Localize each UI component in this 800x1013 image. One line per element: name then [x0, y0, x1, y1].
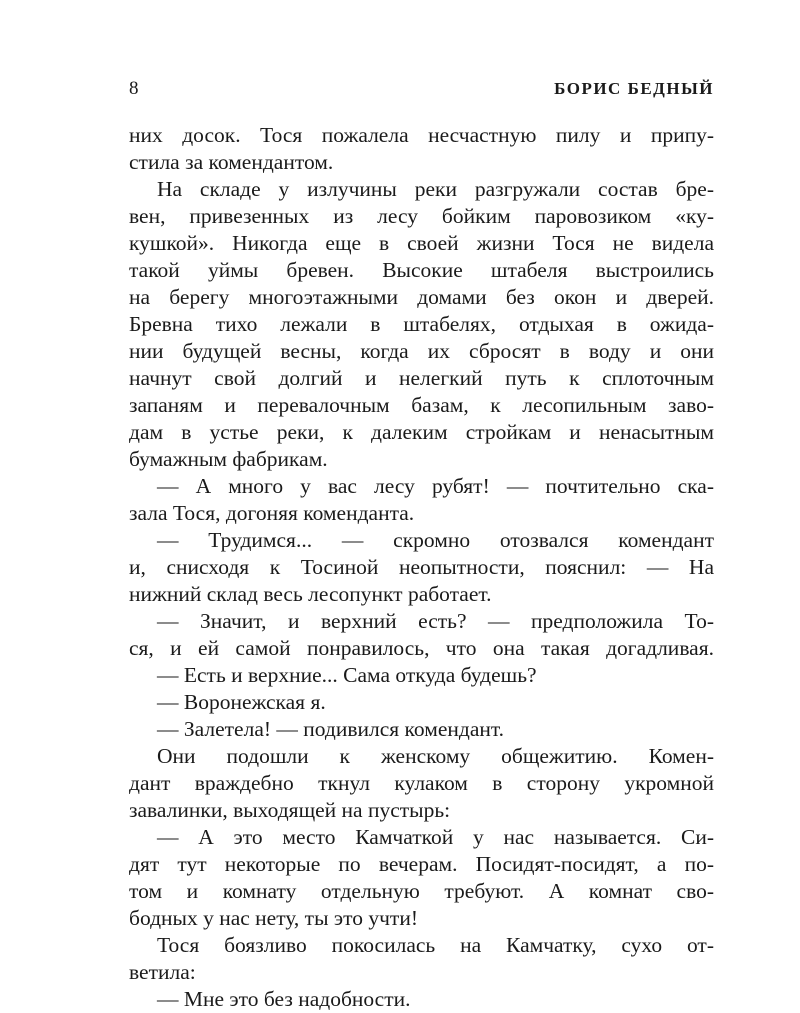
text-line: них досок. Тося пожалела несчастную пилу и припу-	[129, 123, 714, 147]
text-line: — Значит, и верхний есть? — предположила То-	[157, 609, 714, 633]
text-line: такой уймы бревен. Высокие штабеля выстроились	[129, 258, 714, 282]
text-line: — Есть и верхние... Сама откуда будешь?	[157, 663, 537, 687]
text-line: — А много у вас лесу рубят! — почтительно ска-	[157, 474, 714, 498]
text-line: стила за комендантом.	[129, 150, 334, 174]
text-line: — Мне это без надобности.	[157, 987, 411, 1011]
text-line: Бревна тихо лежали в штабелях, отдыхая в ожида-	[129, 312, 714, 336]
text-line: кушкой». Никогда еще в своей жизни Тося не видела	[129, 231, 714, 255]
text-line: На складе у излучины реки разгружали состав бре-	[157, 177, 714, 201]
text-line: дят тут некоторые по вечерам. Посидят-посидят, а по-	[129, 852, 714, 876]
text-line: на берегу многоэтажными домами без окон и дверей.	[129, 285, 714, 309]
text-line: том и комнату отдельную требуют. А комнат сво-	[129, 879, 714, 903]
text-line: зала Тося, догоняя коменданта.	[129, 501, 415, 525]
text-line: вен, привезенных из лесу бойким паровозиком «ку-	[129, 204, 714, 228]
text-line: ся, и ей самой понравилось, что она такая догадливая.	[129, 636, 714, 660]
text-line: завалинки, выходящей на пустырь:	[129, 798, 451, 822]
text-line: ветила:	[129, 960, 196, 984]
page-header	[129, 76, 714, 102]
text-line: нижний склад весь лесопункт работает.	[129, 582, 492, 606]
text-line: дант враждебно ткнул кулаком в сторону укромной	[129, 771, 714, 795]
text-line: начнут свой долгий и нелегкий путь к сплоточным	[129, 366, 714, 390]
page-number: 8	[129, 78, 139, 99]
text-line: Тося боязливо покосилась на Камчатку, сухо от-	[157, 933, 714, 957]
text-line: бодных у нас нету, ты это учти!	[129, 906, 418, 930]
text-line: запаням и перевалочным базам, к лесопильным заво-	[129, 393, 714, 417]
text-line: нии будущей весны, когда их сбросят в воду и они	[129, 339, 714, 363]
text-line: — Воронежская я.	[157, 690, 326, 714]
text-line: и, снисходя к Тосиной неопытности, пояснил: — На	[129, 555, 714, 579]
text-line: — Трудимся... — скромно отозвался комендант	[157, 528, 714, 552]
running-title: БОРИС БЕДНЫЙ	[554, 79, 714, 98]
text-line: — А это место Камчаткой у нас называется. Си-	[157, 825, 714, 849]
page-body-text	[129, 122, 714, 1013]
text-line: — Залетела! — подивился комендант.	[157, 717, 505, 741]
text-line: дам в устье реки, к далеким стройкам и ненасытным	[129, 420, 714, 444]
text-line: бумажным фабрикам.	[129, 447, 328, 471]
text-line: Они подошли к женскому общежитию. Комен-	[157, 744, 714, 768]
